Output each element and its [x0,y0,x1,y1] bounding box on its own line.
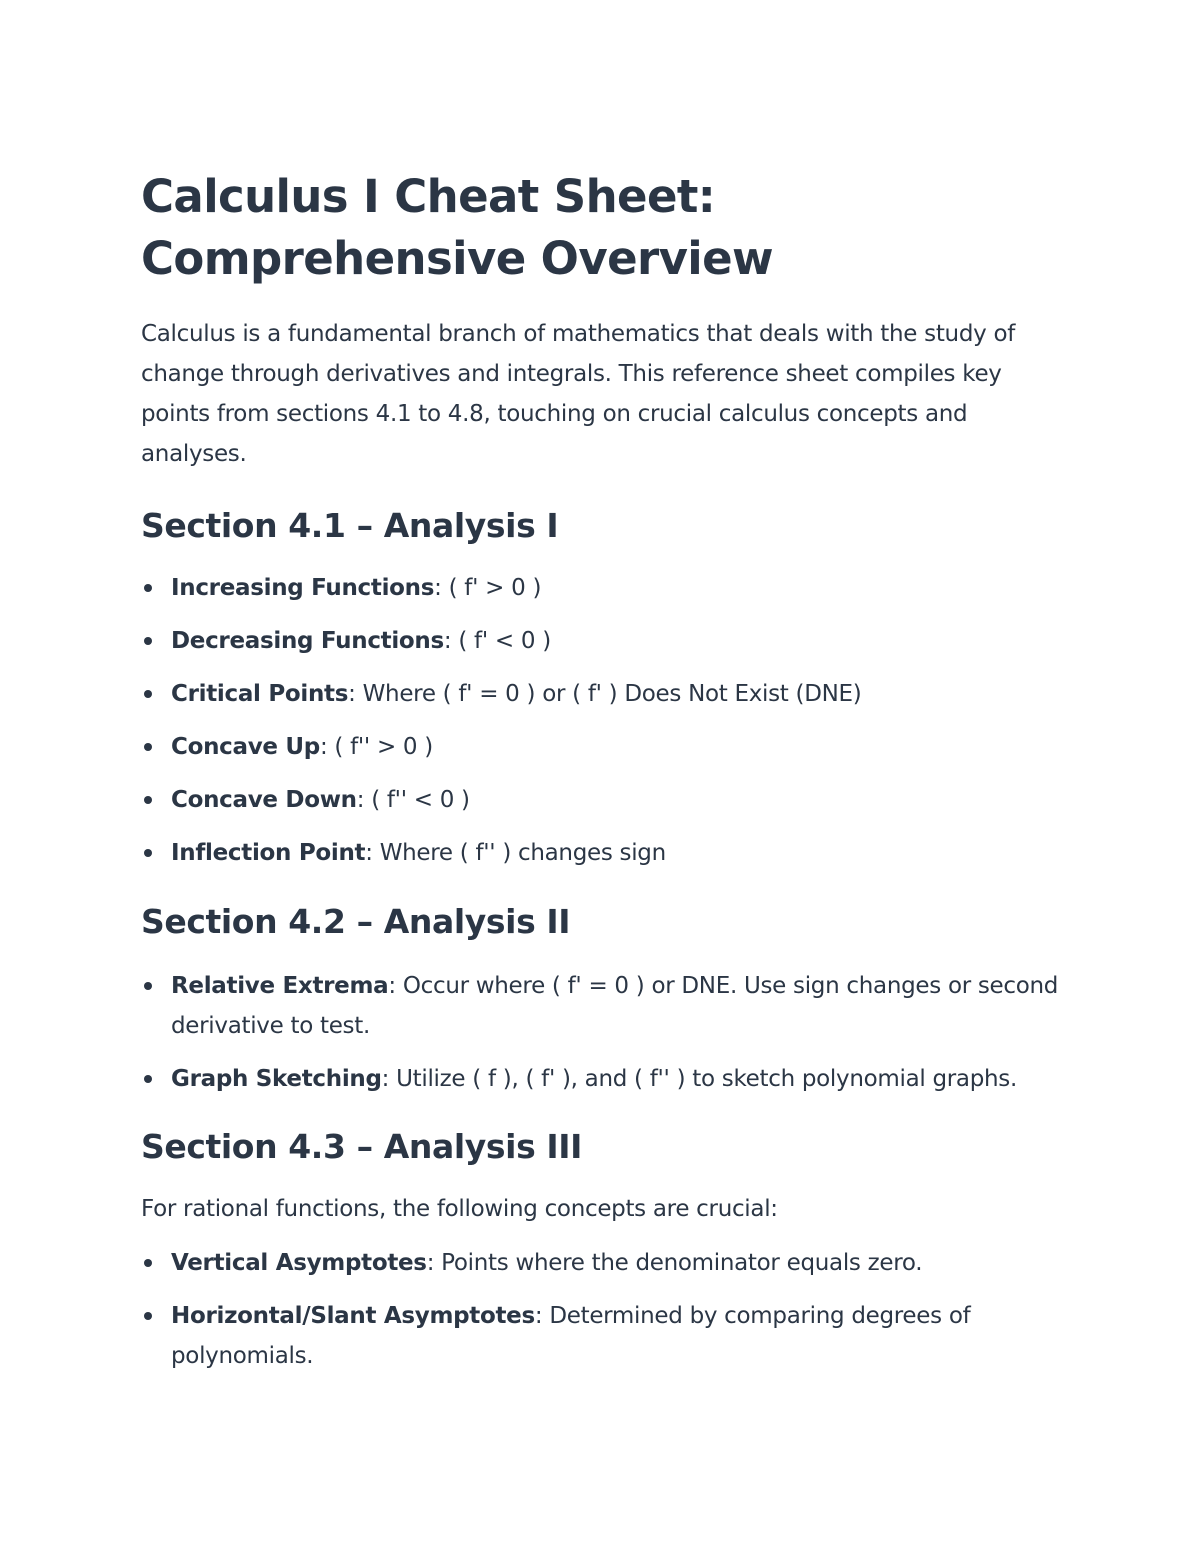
intro-paragraph: Calculus is a fundamental branch of mathematics that deals with the study of change through derivatives and integrals. This reference sheet compiles key points from sections 4.1 to 4.8, touching on crucial calculus concepts and analyses. [141,321,1016,467]
bullet-icon [144,584,152,592]
section-4-2-list [141,966,1070,1099]
list-item [141,674,1070,714]
item-text: : ( f' < 0 ) [443,628,551,654]
item-term: Increasing Functions [171,575,435,601]
list-item [141,780,1070,820]
section-4-3-list [141,1243,1070,1376]
item-term: Relative Extrema [171,973,389,999]
item-text: : Where ( f'' ) changes sign [365,840,666,866]
item-term: Concave Down [171,787,357,813]
item-text: : ( f'' < 0 ) [356,787,470,813]
item-term: Concave Up [171,734,320,760]
bullet-icon [144,743,152,751]
bullet-icon [144,982,152,990]
list-item [141,727,1070,767]
section-4-3-paragraph: For rational functions, the following concepts are crucial: [141,1196,778,1222]
list-item [141,833,1070,873]
list-item [141,966,1070,1046]
list-item [141,621,1070,661]
section-4-1-list [141,568,1070,873]
bullet-icon [144,637,152,645]
item-text: : Where ( f' = 0 ) or ( f' ) Does Not Exist (DNE) [348,681,862,707]
page-title: Calculus I Cheat Sheet: Comprehensive Overview [141,170,774,285]
bullet-icon [144,849,152,857]
list-item [141,568,1070,608]
item-term: Inflection Point [171,840,366,866]
item-text: : Utilize ( f ), ( f' ), and ( f'' ) to sketch polynomial graphs. [381,1066,1017,1092]
bullet-icon [144,1312,152,1320]
list-item [141,1059,1070,1099]
item-term: Graph Sketching [171,1066,382,1092]
section-heading-4-1: Section 4.1 – Analysis I [141,506,559,545]
item-term: Horizontal/Slant Asymptotes [171,1303,535,1329]
list-item [141,1243,1070,1283]
bullet-icon [144,690,152,698]
item-term: Decreasing Functions [171,628,444,654]
item-text: : Determined by comparing degrees of polynomials. [171,1303,971,1369]
item-term: Critical Points [171,681,349,707]
bullet-icon [144,1259,152,1267]
section-heading-4-3: Section 4.3 – Analysis III [141,1127,583,1166]
item-text: : Occur where ( f' = 0 ) or DNE. Use sign changes or second derivative to test. [171,973,1059,1039]
item-text: : ( f'' > 0 ) [319,734,433,760]
list-item [141,1296,1070,1376]
item-text: : Points where the denominator equals zero. [426,1250,923,1276]
section-heading-4-2: Section 4.2 – Analysis II [141,902,571,941]
item-term: Vertical Asymptotes [171,1250,427,1276]
bullet-icon [144,1075,152,1083]
bullet-icon [144,796,152,804]
item-text: : ( f' > 0 ) [434,575,542,601]
